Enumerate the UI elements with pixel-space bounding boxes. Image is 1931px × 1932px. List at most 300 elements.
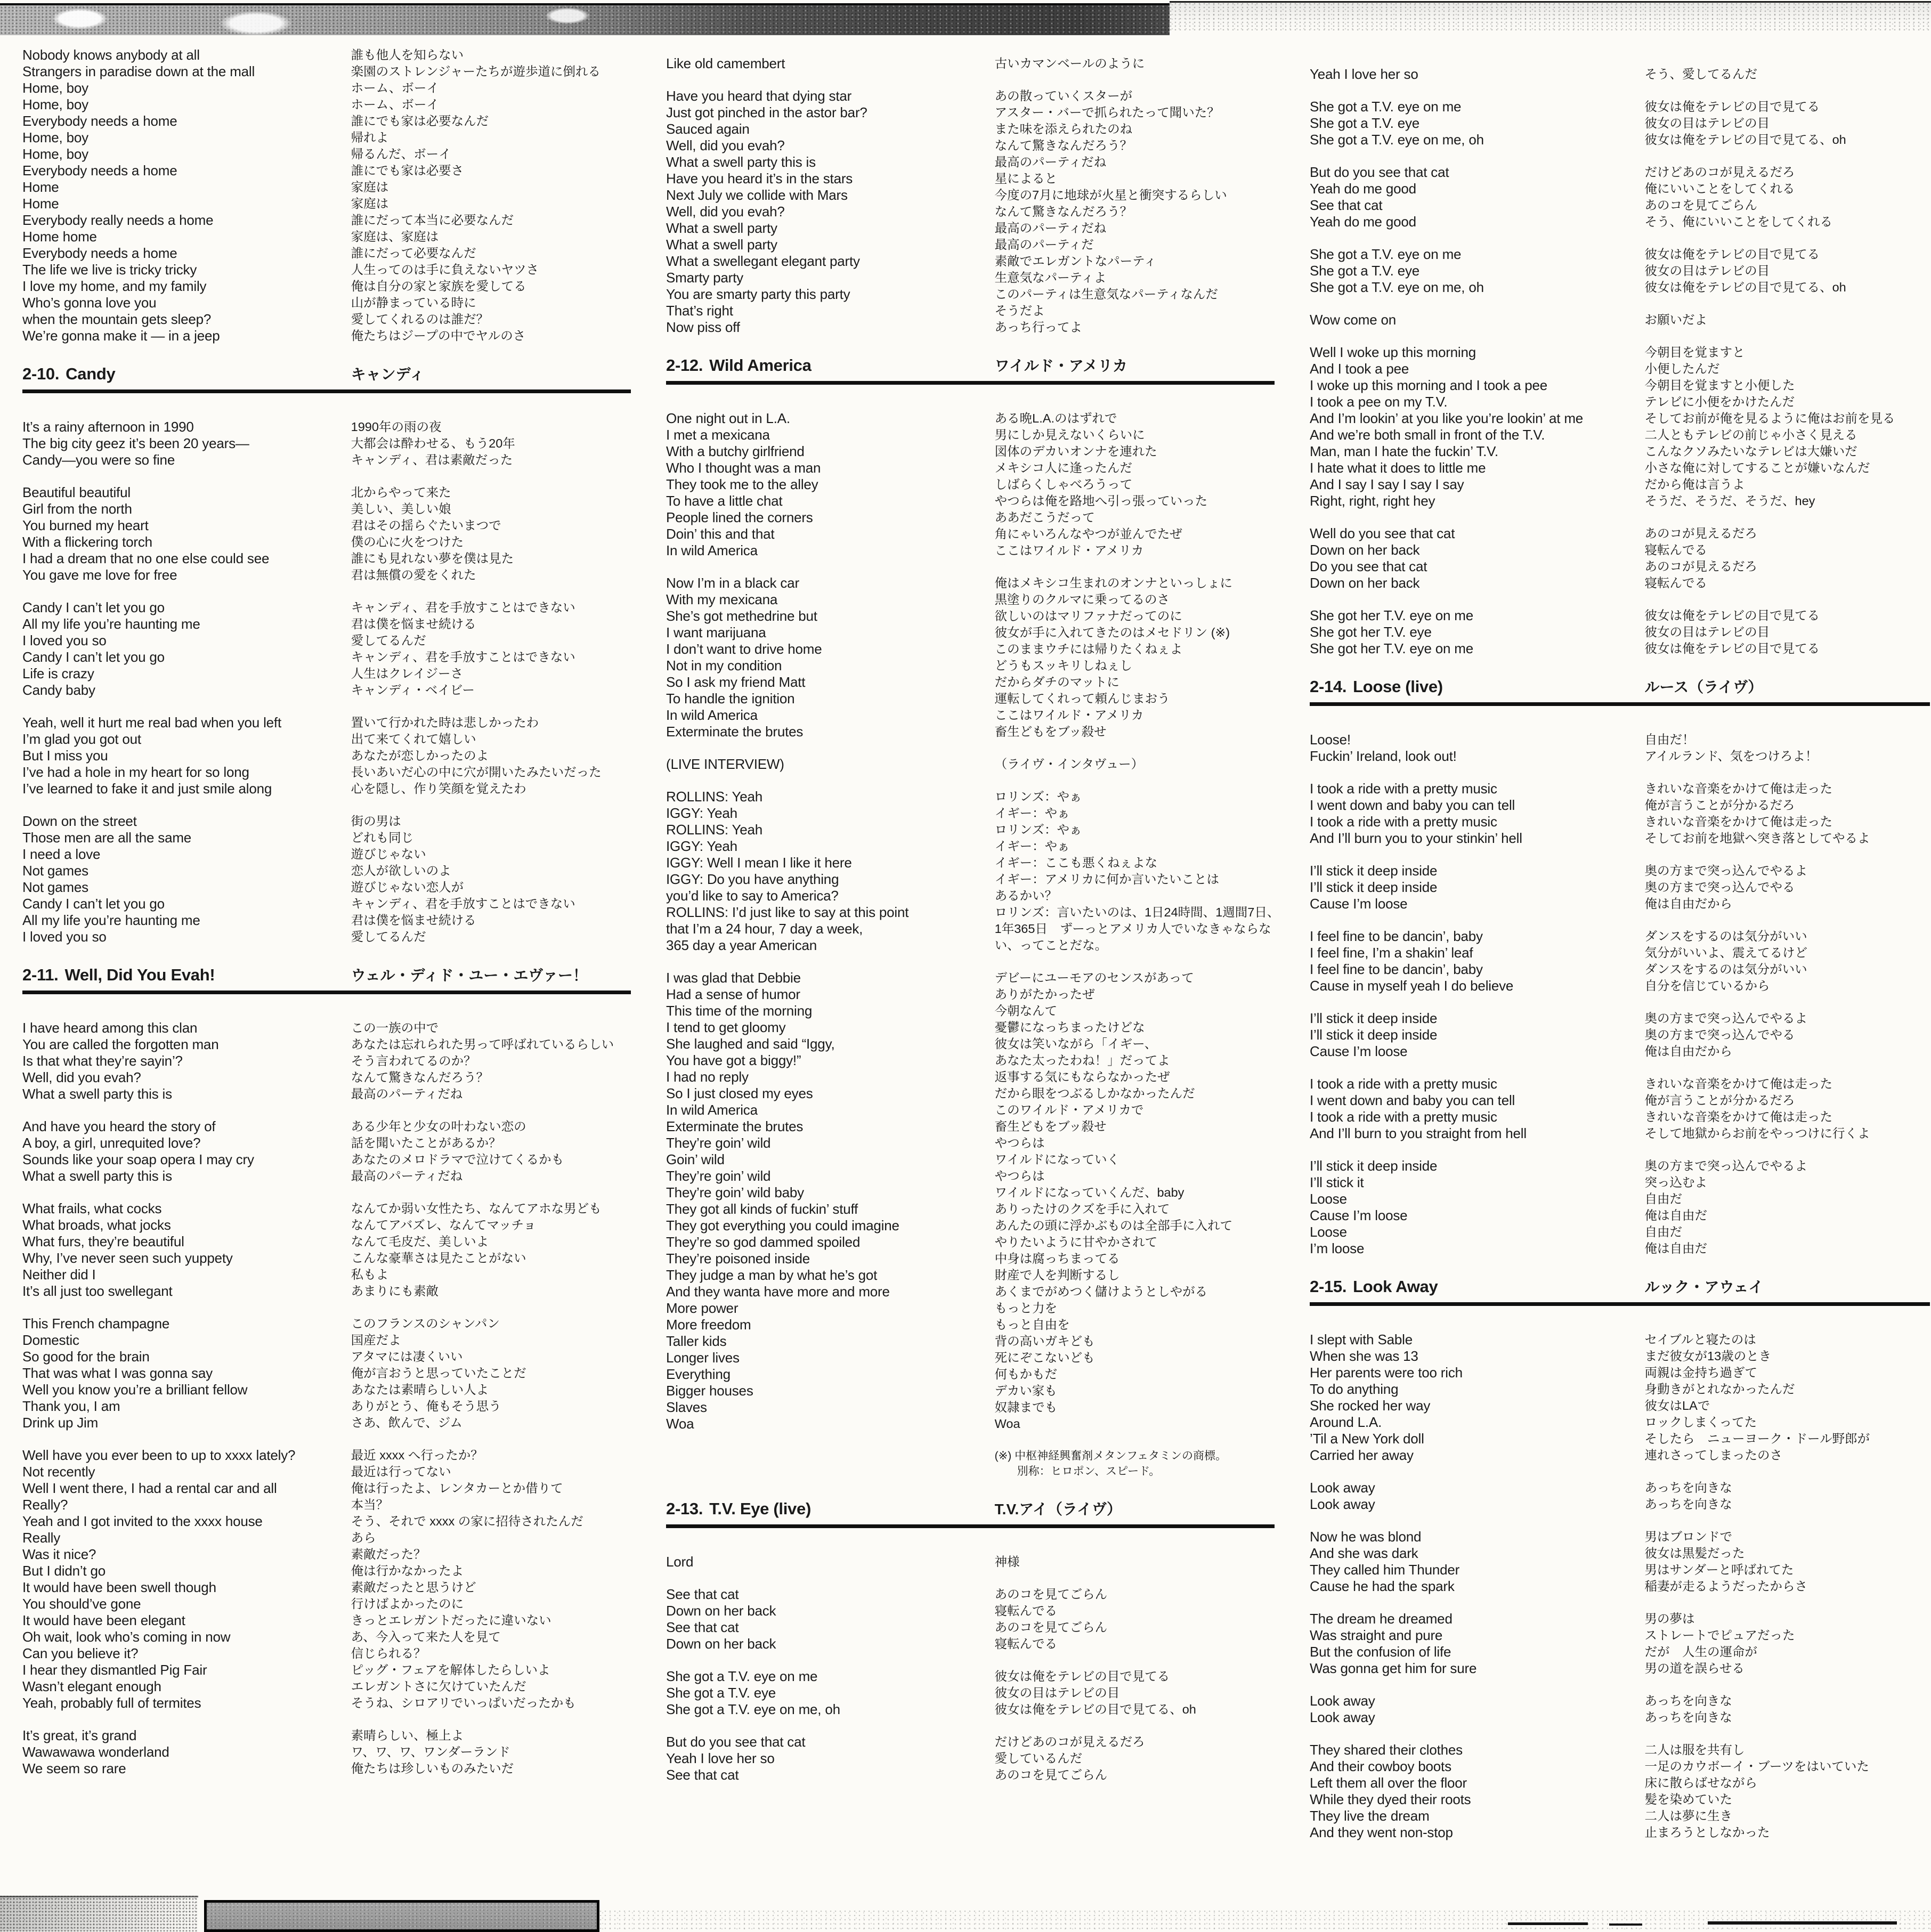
lyric-line [666,624,1275,641]
lyric-text-en: She rocked her way [1310,1398,1431,1414]
lyric-text-en: Not in my condition [666,657,782,673]
lyric-text-en: I went down and baby you can tell [1310,1092,1515,1108]
lyric-text-ja: ダンスをするのは気分がいい [1644,962,1807,976]
lyric-text-en: They’re poisoned inside [666,1251,810,1267]
lyric-text-en: I feel fine to be dancin’, baby [1310,928,1483,944]
lyric-text-ja: そう、それで xxxx の家に招待されたんだ [351,1514,583,1528]
lyric-text-ja: ある少年と少女の叶わない恋の [351,1119,526,1133]
lyric-text-en: What a swell party this is [22,1168,172,1184]
lyric-text-en: To handle the ignition [666,691,795,707]
lyric-text-en: Just got pinched in the astor bar? [666,104,867,120]
bottom-scan-speckle-right [599,1910,1931,1930]
lyric-text-en: IGGY: Yeah [666,805,737,821]
lyric-text-en: Who’s gonna love you [22,295,157,311]
lyric-text-ja: あっちを向きな [1644,1710,1732,1724]
lyric-line [1310,279,1930,296]
song-heading-row [666,356,1275,376]
lyric-text-ja: このワイルド・アメリカで [994,1103,1144,1117]
lyric-text-ja: 出て来てくれて嬉しい [351,732,476,746]
lyric-text-ja: 死にぞこないども [994,1351,1095,1365]
lyric-text-en: I feel fine, I’m a shakin’ leaf [1310,945,1473,961]
lyric-text-en: Now piss off [666,319,740,335]
lyric-text-en: People lined the corners [666,509,813,525]
lyric-text-ja: 運転してくれって頼んじまおう [994,692,1170,705]
lyric-line [1310,1496,1930,1513]
lyric-text-en: You are called the forgotten man [22,1036,219,1052]
lyric-text-en: I hear they dismantled Pig Fair [22,1662,207,1678]
verse-block [1310,1529,1930,1595]
lyric-line [666,1448,1275,1464]
lyric-line [1310,1709,1930,1726]
verse-block [1310,164,1930,230]
lyric-text-en: And they wanta have more and more [666,1284,890,1300]
lyric-text-ja: 恋人が欲しいのよ [351,864,451,878]
verse-block [666,1586,1275,1652]
lyric-line [1310,312,1930,328]
lyrics-column-1 [22,47,631,1857]
lyric-text-ja: なんて毛皮だ、美しいよ [351,1235,489,1248]
lyric-text-en: Home [22,179,59,195]
lyric-line [22,1250,631,1267]
lyric-text-ja: 何もかもだ [994,1367,1058,1381]
footnote-block [666,1448,1275,1479]
lyric-text-ja: テレビに小便をかけたんだ [1644,395,1795,409]
lyric-text-ja: 男はサンダーと呼ばれてた [1644,1563,1794,1577]
lyric-text-en: I have heard among this clan [22,1020,198,1036]
verse-block [666,756,1275,773]
lyric-line [666,608,1275,624]
lyric-line [22,632,631,649]
lyric-text-ja: 彼女は俺をテレビの目で見てる [994,1669,1170,1683]
lyric-text-en: Now I’m in a black car [666,575,799,591]
lyric-line [1310,1660,1930,1677]
lyric-text-en: Wasn’t elegant enough [22,1678,161,1694]
lyric-text-ja: 寝転んでる [1644,576,1708,590]
lyric-text-en: Candy I can’t let you go [22,599,165,615]
lyric-line [666,1333,1275,1350]
lyric-line [666,154,1275,171]
lyric-text-ja: あのコを見てごらん [994,1620,1108,1634]
lyric-text-en: (LIVE INTERVIEW) [666,756,784,772]
verse-block [22,813,631,945]
lyric-text-ja: 最高のパーティだ [994,238,1094,251]
lyric-line [22,1382,631,1398]
lyric-line [22,1168,631,1184]
verse-block [22,47,631,344]
lyric-text-en: Yeah do me good [1310,181,1416,197]
lyric-text-ja: デカい家も [994,1384,1057,1398]
lyric-text-en: What a swell party this is [666,154,816,170]
verse-block [22,715,631,797]
lyric-text-en: Candy—you were so fine [22,452,175,468]
lyric-text-en: She got a T.V. eye on me, oh [1310,279,1484,295]
lyric-line [22,1086,631,1102]
lyric-text-en: Yeah do me good [1310,214,1416,230]
lyric-text-ja: あのコを見てごらん [994,1768,1108,1782]
lyric-line [666,220,1275,237]
lyric-text-en: Not games [22,863,88,879]
lyric-line [1310,99,1930,115]
lyric-text-en: Have you heard it’s in the stars [666,171,853,186]
lyric-line [666,237,1275,253]
lyric-text-ja: Woa [994,1417,1020,1431]
lyric-text-ja: だから眼をつぶるしかなかったんだ [994,1086,1195,1100]
lyric-line [1310,961,1930,978]
lyric-text-en: Cause I’m loose [1310,1043,1408,1059]
lyric-line [22,781,631,797]
track-number: 2-12. [666,356,703,375]
lyric-text-ja: 帰るんだ、ボーイ [351,147,451,161]
lyric-line [22,163,631,179]
lyric-text-ja: キャンディ、君は素敵だった [351,453,513,467]
lyric-text-en: I’ll stick it [1310,1174,1364,1190]
lyric-line [1310,1207,1930,1224]
lyric-text-ja: 憂鬱になっちまったけどな [994,1020,1145,1034]
lyric-text-en: Home, boy [22,96,88,112]
verse-block [666,1668,1275,1718]
lyric-text-ja: 街の男は [351,814,401,828]
lyric-line [666,657,1275,674]
song-title-en [666,356,995,375]
lyric-text-en: Look away [1310,1496,1375,1512]
lyric-line [1310,863,1930,879]
lyric-line [22,1695,631,1711]
lyric-text-ja: あなたが恋しかったのよ [351,749,489,762]
bottom-scan-dash [1508,1922,1588,1925]
lyric-line [666,1750,1275,1767]
lyric-text-en: Oh wait, look who’s coming in now [22,1629,231,1645]
lyric-line [22,1563,631,1579]
lyrics-columns [22,47,1930,1857]
lyric-text-ja: 素敵だったと思うけど [351,1580,476,1594]
lyric-text-ja: 連れさってしまったのさ [1644,1448,1783,1462]
lyric-line [1310,1076,1930,1092]
lyric-line [22,146,631,163]
lyric-line [22,1480,631,1497]
lyric-line [1310,797,1930,814]
lyric-text-en: Beautiful beautiful [22,484,131,500]
lyric-text-en: Life is crazy [22,665,94,681]
song-heading [22,965,631,994]
lyric-text-en: They called him Thunder [1310,1562,1460,1578]
lyric-text-en: Left them all over the floor [1310,1775,1467,1791]
lyric-text-en: It’s a rainy afternoon in 1990 [22,419,194,435]
verse-block [1310,1742,1930,1841]
lyric-text-en: I was glad that Debbie [666,970,801,986]
lyric-text-en: And I’m lookin’ at you like you’re lookin’ at me [1310,410,1584,426]
lyric-text-en: Neither did I [22,1267,96,1282]
song-title-text: Well, Did You Evah! [64,965,215,984]
lyric-text-en: She got her T.V. eye on me [1310,640,1474,656]
verse-block [22,1447,631,1711]
lyric-text-ja: ありがたかったぜ [994,987,1095,1001]
lyric-text-ja: 稲妻が走るようだったからさ [1644,1579,1808,1593]
lyric-text-en: Sauced again [666,121,750,137]
lyric-text-en: See that cat [666,1586,739,1602]
lyric-line [1310,1758,1930,1775]
lyric-line [1310,476,1930,493]
lyric-text-en: So good for the brain [22,1349,150,1365]
verse-block [1310,1332,1930,1464]
lyric-line [666,1036,1275,1052]
lyric-text-en: The big city geez it’s been 20 years— [22,435,249,451]
lyric-text-ja: あなた太ったわね！」だってよ [994,1053,1170,1067]
lyric-line [666,724,1275,740]
lyric-text-ja: どうもスッキリしねぇし [994,659,1132,672]
lyric-text-ja: 今朝なんて [994,1004,1058,1018]
lyric-line [22,113,631,129]
lyric-text-ja: 素敵だった？ [351,1547,426,1561]
lyric-text-en: She got a T.V. eye on me [1310,246,1462,262]
lyric-text-ja: 髪を染めていた [1644,1792,1733,1806]
lyric-text-ja: あら [351,1531,376,1545]
lyric-line [666,1464,1275,1479]
lyric-line [666,888,1275,904]
song-title-en [22,364,351,384]
lyric-text-en: Girl from the north [22,501,132,517]
lyric-text-en: 365 day a year American [666,937,817,953]
lyric-line [666,55,1275,72]
lyric-line [22,1415,631,1431]
lyric-text-ja: エレガントさに欠けていたんだ [351,1679,526,1693]
lyric-text-ja: 最近 xxxx へ行ったか？ [351,1448,483,1462]
lyric-text-ja: 大都会は酔わせる、もう20年 [351,436,515,450]
lyric-line [1310,1562,1930,1578]
lyric-text-en: I took a ride with a pretty music [1310,1076,1497,1092]
lyric-text-en: They took me to the alley [666,476,818,492]
lyric-line [666,1201,1275,1217]
verse-block [22,1727,631,1777]
lyric-text-ja: 誰にでも家は必要なんだ [351,114,489,128]
lyric-text-ja: あのコが見えるだろ [1644,559,1758,573]
lyric-text-en: I’ve had a hole in my heart for so long [22,764,249,780]
verse-block [1310,1158,1930,1257]
lyric-text-ja: 彼女は俺をテレビの目で見てる [1644,642,1820,655]
lyric-text-en: ’Til a New York doll [1310,1431,1424,1447]
lyric-text-ja: 楽園のストレンジャーたちが遊歩道に倒れる [351,64,601,78]
lyric-line [22,328,631,344]
lyric-text-en: They’re goin’ wild baby [666,1184,804,1200]
lyric-line [666,1284,1275,1300]
bottom-scan-dash [1708,1921,1897,1925]
lyric-line [1310,1381,1930,1398]
lyric-line [666,1168,1275,1184]
verse-block [1310,863,1930,912]
lyric-text-ja: 俺は行かなかったよ [351,1564,464,1578]
lyric-text-en: Cause in myself yeah I do believe [1310,978,1514,994]
lyric-line [1310,1742,1930,1758]
lyric-text-en: What a swellegant elegant party [666,253,860,269]
song-heading [666,356,1275,385]
lyric-text-ja: 彼女は俺をテレビの目で見てる [1644,247,1820,261]
lyric-text-en: See that cat [666,1619,739,1635]
lyric-text-ja: あのコが見えるだろ [1644,526,1758,540]
lyric-text-en: They shared their clothes [1310,1742,1463,1758]
lyric-text-en: I slept with Sable [1310,1332,1413,1347]
lyric-line [1310,1431,1930,1447]
lyric-line [22,1332,631,1349]
lyric-text-ja: 自分を信じているから [1644,979,1770,993]
lyric-text-ja: 1年365日 ずーっとアメリカ人でいなきゃならな [994,922,1271,936]
lyric-text-ja: 財産で人を判断するし [994,1268,1120,1282]
lyric-text-en: And I’ll burn you to your stinkin’ hell [1310,830,1522,846]
lyric-text-en: She got a T.V. eye on me, oh [666,1701,840,1717]
lyric-line [1310,246,1930,263]
lyric-text-en: Well, did you evah? [666,137,785,153]
verse-block [1310,732,1930,765]
lyric-text-ja: 欲しいのはマリファナだってのに [994,609,1182,623]
lyric-text-ja: 彼女はLAで [1644,1399,1710,1413]
lyric-text-en: You gave me love for free [22,567,177,583]
lyric-text-en: It would have been swell though [22,1579,216,1595]
lyric-line [1310,542,1930,558]
lyric-line [22,1530,631,1546]
lyric-text-ja: 男の道を誤らせる [1644,1661,1745,1675]
lyric-text-ja: 山が静まっている時に [351,296,476,310]
lyric-line [22,830,631,846]
lyric-text-ja: 俺は自由だから [1644,897,1733,911]
lyric-line [666,805,1275,822]
lyric-text-ja: ロックしまくってた [1644,1415,1757,1429]
lyric-line [22,1678,631,1695]
lyric-text-en: So I ask my friend Matt [666,674,806,690]
lyric-line [666,427,1275,443]
lyric-text-ja: あのコを見てごらん [1644,198,1758,212]
lyric-line [22,1036,631,1053]
lyric-line [666,1701,1275,1718]
lyric-text-en: Everybody needs a home [22,163,177,178]
lyric-text-ja: 星によると [994,172,1058,185]
lyric-line [666,1217,1275,1234]
verse-block [1310,781,1930,847]
lyric-line [666,1366,1275,1383]
lyric-text-en: She got a T.V. eye on me, oh [1310,132,1484,148]
lyric-text-en: Home, boy [22,129,88,145]
top-scan-texture-band [0,3,1170,35]
lyric-line [1310,460,1930,476]
lyric-line [1310,1174,1930,1191]
lyric-text-en: Wow come on [1310,312,1397,328]
lyric-text-ja: デビーにユーモアのセンスがあって [994,971,1194,985]
lyric-line [1310,525,1930,542]
lyric-line [666,986,1275,1003]
lyric-text-en: Down on her back [666,1603,776,1619]
lyric-text-ja: 君は僕を悩ませ続ける [351,913,476,927]
lyric-text-ja: だけどあのコが見えるだろ [1644,165,1795,179]
lyric-text-en: Yeah, well it hurt me real bad when you left [22,715,281,730]
lyric-text-en: It’s great, it’s grand [22,1727,137,1743]
lyric-text-en: With a flickering torch [22,534,152,550]
lyric-text-ja: ロリンズ：言いたいのは、1日24時間、1週間7日、 [994,905,1280,919]
lyric-text-ja: キャンディ・ベイビー [351,683,475,697]
lyric-text-ja: あなたのメロドラマで泣けてくるかも [351,1152,564,1166]
lyric-text-en: But I miss you [22,748,108,764]
lyric-text-en: I’ll stick it deep inside [1310,879,1438,895]
lyric-line [1310,1824,1930,1841]
lyric-text-ja: あ、今入って来た人を見て [351,1630,501,1644]
lyric-line [666,641,1275,657]
lyric-text-ja: 君はその揺らぐたいまつで [351,518,501,532]
lyric-text-ja: ピッグ・フェアを解体したらしいよ [351,1663,550,1677]
lyric-line [22,47,631,63]
lyric-text-en: I tend to get gloomy [666,1019,786,1035]
lyric-text-en: They judge a man by what he’s got [666,1267,878,1283]
lyric-line [1310,1027,1930,1043]
lyric-text-en: I want marijuana [666,624,766,640]
lyric-line [1310,132,1930,148]
verse-block [1310,99,1930,148]
lyric-text-ja: ああだこうだって [994,510,1095,524]
lyric-line [1310,1092,1930,1109]
lyric-line [22,879,631,896]
lyric-text-ja: 本当？ [351,1498,389,1512]
lyric-text-en: And she was dark [1310,1545,1418,1561]
lyric-line [22,665,631,682]
lyric-text-en: ROLLINS: Yeah [666,789,762,805]
lyric-line [666,1003,1275,1019]
song-title-en [22,965,351,985]
lyric-line [666,1734,1275,1750]
lyric-line [666,171,1275,187]
lyric-line [666,460,1275,476]
lyric-text-ja: 愛してるんだ [351,930,426,944]
lyric-text-ja: 人生ってのは手に負えないヤツさ [351,263,539,277]
lyric-text-en: And I say I say I say I say [1310,476,1464,492]
lyric-text-ja: きれいな音楽をかけて俺は走った [1644,815,1833,829]
lyric-line [666,789,1275,805]
lyric-text-en: Look away [1310,1709,1375,1725]
lyric-line [666,303,1275,319]
lyric-line [22,764,631,781]
lyric-text-ja: やつらは俺を路地へ引っ張っていった [994,494,1208,508]
lyric-line [22,1579,631,1596]
lyric-line [22,129,631,146]
lyric-line [22,517,631,534]
lyric-text-en: But the confusion of life [1310,1644,1451,1660]
lyric-text-en: Bigger houses [666,1383,753,1399]
lyric-line [22,311,631,328]
lyric-line [22,1596,631,1612]
lyric-line [22,1233,631,1250]
lyric-text-en: I don’t want to drive home [666,641,822,657]
lyric-text-en: Cause he had the spark [1310,1578,1455,1594]
song-heading [1310,677,1930,706]
lyric-text-en: Yeah I love her so [1310,66,1418,82]
lyric-text-ja: 1990年の雨の夜 [351,420,442,434]
lyric-line [22,1118,631,1135]
lyric-text-en: I feel fine to be dancin’, baby [1310,961,1483,977]
lyric-text-ja: 行けばよかったのに [351,1597,464,1611]
lyric-line [22,1662,631,1678]
lyric-text-ja: ワイルドになっていくんだ、baby [994,1186,1184,1199]
lyrics-column-2 [666,47,1280,1857]
lyric-text-en: IGGY: Do you have anything [666,871,839,887]
lyric-text-ja: 気分がいいよ、震えてるけど [1644,946,1808,960]
lyric-line [22,501,631,517]
song-heading [1310,1277,1930,1306]
lyric-text-ja: 小便したんだ [1644,362,1720,376]
lyric-line [22,452,631,468]
lyric-text-ja: 二人ともテレビの前じゃ小さく見える [1644,428,1857,442]
lyric-text-en: I’ll stick it deep inside [1310,1158,1438,1174]
lyric-text-en: Domestic [22,1332,79,1348]
lyric-line [22,715,631,731]
lyric-text-ja: こんなクソみたいなテレビは大嫌いだ [1644,444,1857,458]
lyric-text-en: Home [22,196,59,212]
song-heading-row [666,1499,1275,1519]
lyrics-column-3 [1310,47,1930,1857]
lyric-line [1310,1611,1930,1627]
